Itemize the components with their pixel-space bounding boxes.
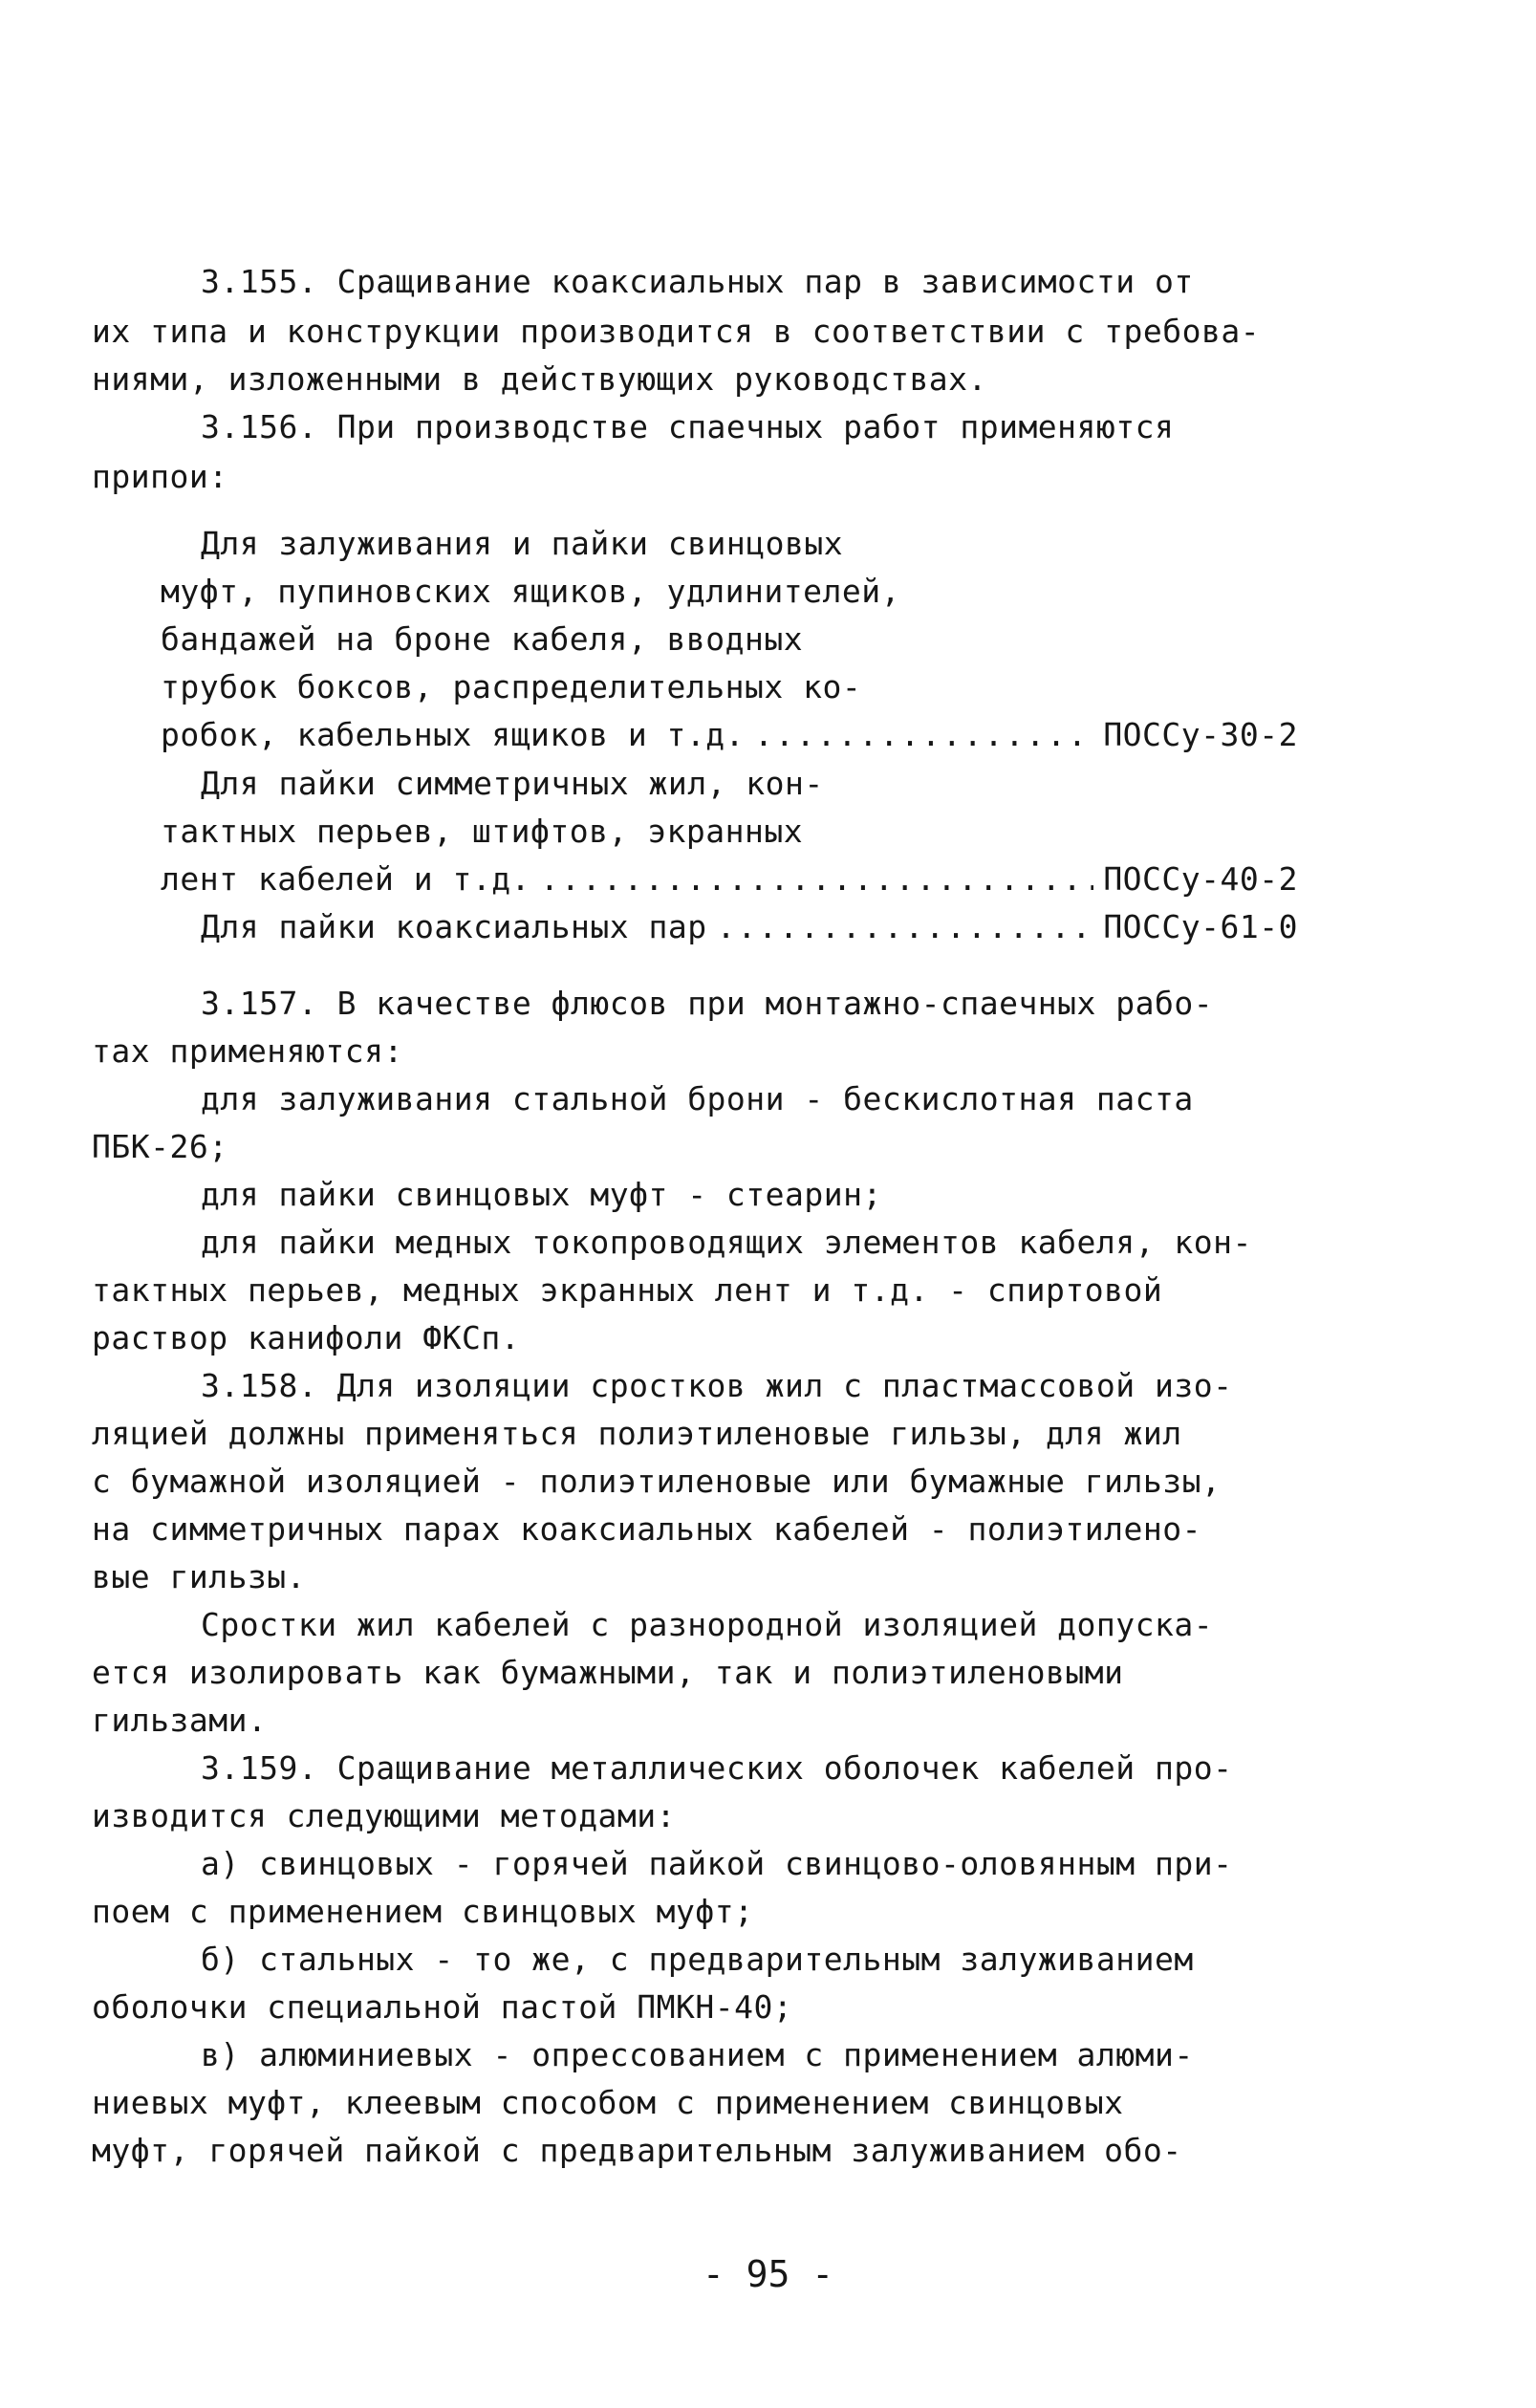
text-line: припои: bbox=[92, 458, 228, 495]
solder-text: Для залуживания и пайки свинцовых bbox=[201, 525, 844, 562]
text-line: оболочки специальной пастой ПМКН-40; bbox=[92, 1988, 793, 2026]
text-line: для залуживания стальной брони - бескислотная паста bbox=[201, 1080, 1194, 1117]
leader-dots bbox=[754, 719, 1093, 750]
page-number: - 95 - bbox=[702, 2253, 834, 2295]
solder-text: муфт, пупиновских ящиков, удлинителей, bbox=[161, 573, 900, 610]
solder-row bbox=[201, 908, 1298, 945]
text-line: Сростки жил кабелей с разнородной изоляцией допуска- bbox=[201, 1606, 1214, 1643]
text-line: на симметричных парах коаксиальных кабелей - полиэтилено- bbox=[92, 1510, 1201, 1548]
text-line: муфт, горячей пайкой с предварительным залуживанием обо- bbox=[92, 2132, 1182, 2169]
text-line: 3.159. Сращивание металлических оболочек кабелей про- bbox=[201, 1749, 1233, 1787]
solder-text: бандажей на броне кабеля, вводных bbox=[161, 620, 804, 658]
text-line: изводится следующими методами: bbox=[92, 1797, 677, 1834]
text-line: 3.157. В качестве флюсов при монтажно-спаечных рабо- bbox=[201, 985, 1214, 1022]
solder-usage: робок, кабельных ящиков и т.д. bbox=[161, 716, 746, 753]
text-line: ется изолировать как бумажными, так и полиэтиленовыми bbox=[92, 1654, 1124, 1691]
text-line: для пайки свинцовых муфт - стеарин; bbox=[201, 1176, 882, 1213]
solder-grade: ПОССу-30-2 bbox=[1103, 716, 1298, 753]
text-line: тах применяются: bbox=[92, 1032, 403, 1070]
solder-row bbox=[161, 860, 1298, 898]
text-line: с бумажной изоляцией - полиэтиленовые или бумажные гильзы, bbox=[92, 1463, 1222, 1500]
text-line: ниевых муфт, клеевым способом с применением свинцовых bbox=[92, 2084, 1124, 2121]
solder-usage: лент кабелей и т.д. bbox=[161, 860, 530, 898]
text-line: поем с применением свинцовых муфт; bbox=[92, 1893, 754, 1930]
text-line: ПБК-26; bbox=[92, 1128, 228, 1165]
text-line: гильзами. bbox=[92, 1702, 268, 1739]
text-line: тактных перьев, медных экранных лент и т.д. - спиртовой bbox=[92, 1271, 1163, 1309]
text-line: 3.156. При производстве спаечных работ применяются bbox=[201, 408, 1175, 445]
solder-text: Для пайки симметричных жил, кон- bbox=[201, 765, 824, 802]
text-line: их типа и конструкции производится в соответствии с требова- bbox=[92, 313, 1261, 350]
text-line: вые гильзы. bbox=[92, 1558, 307, 1595]
solder-row bbox=[161, 716, 1298, 753]
solder-text: тактных перьев, штифтов, экранных bbox=[161, 813, 804, 850]
leader-dots bbox=[717, 911, 1094, 943]
text-line: раствор канифоли ФКСп. bbox=[92, 1319, 521, 1356]
solder-grade: ПОССу-61-0 bbox=[1103, 908, 1298, 945]
text-line: 3.155. Сращивание коаксиальных пар в зависимости от bbox=[201, 263, 1194, 300]
text-line: ляцией должны применяться полиэтиленовые гильзы, для жил bbox=[92, 1415, 1182, 1452]
solder-usage: Для пайки коаксиальных пар bbox=[201, 908, 707, 945]
leader-dots bbox=[540, 863, 1093, 895]
text-line: ниями, изложенными в действующих руководствах. bbox=[92, 360, 987, 398]
solder-grade: ПОССу-40-2 bbox=[1103, 860, 1298, 898]
solder-text: трубок боксов, распределительных ко- bbox=[161, 668, 862, 705]
text-line: 3.158. Для изоляции сростков жил с пластмассовой изо- bbox=[201, 1367, 1233, 1404]
text-line: б) стальных - то же, с предварительным залуживанием bbox=[201, 1941, 1194, 1978]
text-line: для пайки медных токопроводящих элементов кабеля, кон- bbox=[201, 1224, 1252, 1261]
text-line: а) свинцовых - горячей пайкой свинцово-оловянным при- bbox=[201, 1845, 1233, 1882]
text-line: в) алюминиевых - опрессованием с применением алюми- bbox=[201, 2036, 1194, 2073]
